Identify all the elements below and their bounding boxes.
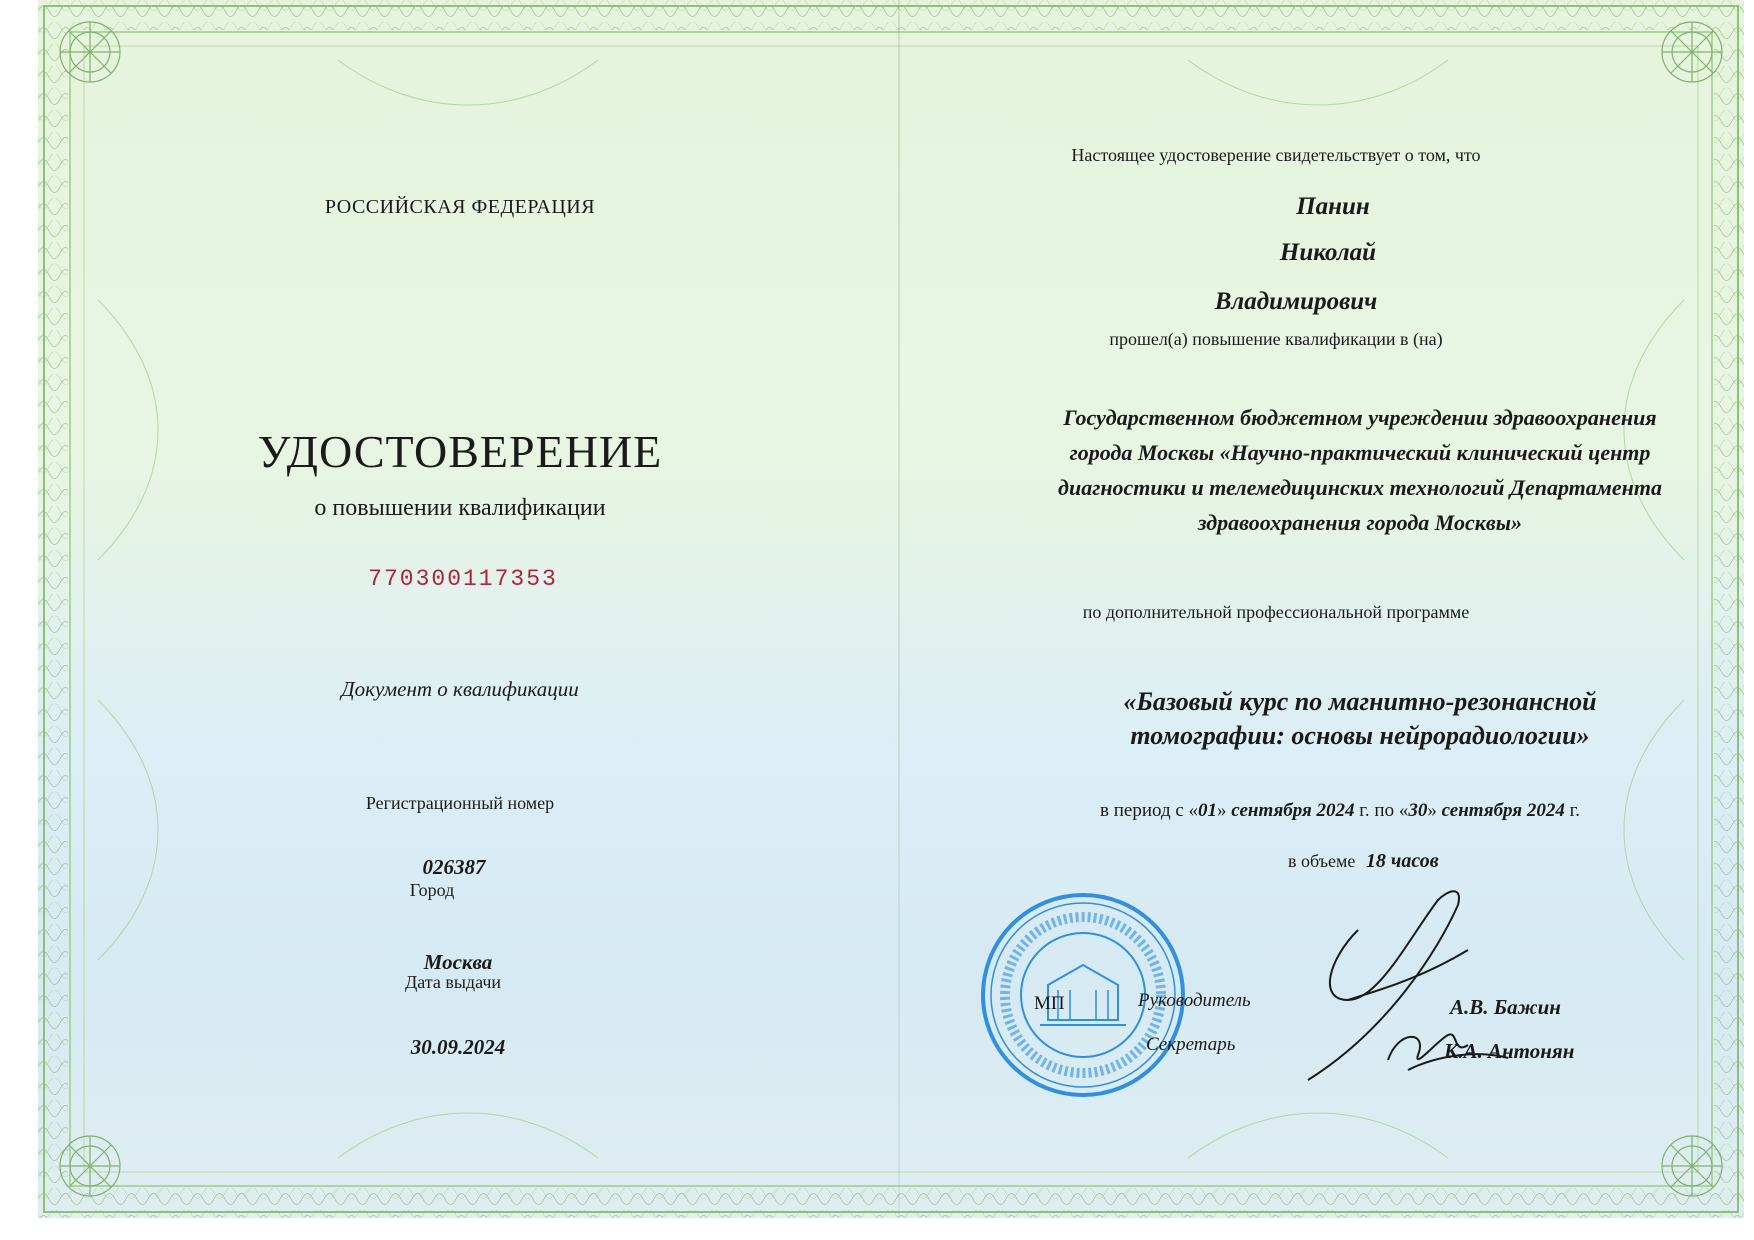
certificate-sheet [38,0,1744,1218]
registration-number: 026387 [422,855,486,879]
document-subtitle: о повышении квалификации [314,495,606,521]
holder-surname: Панин [1296,193,1370,220]
end-day: 30 [1408,800,1428,821]
secretary-label: Секретарь [1146,1034,1236,1055]
intro-text: Настоящее удостоверение свидетельствует о том, что [1071,145,1481,165]
end-month-year: сентября 2024 [1441,800,1565,821]
center-fold [898,0,900,1218]
organization-line: Государственном бюджетном учреждении здравоохранения [1063,405,1657,430]
document-title: УДОСТОВЕРЕНИЕ [257,426,663,477]
document-type: Документ о квалификации [341,677,579,701]
organization-line: города Москвы «Научно-практический клинический центр [1069,440,1651,465]
holder-patronymic: Владимирович [1214,288,1378,315]
program-line: «Базовый курс по магнитно-резонансной [1123,687,1597,716]
handwritten-signatures [1288,880,1548,1100]
city-label: Город [409,880,455,900]
date-label: Дата выдачи [404,972,502,992]
stamp-place-label: МП [1034,993,1065,1014]
secretary-name: К.А. Антонян [1444,1039,1575,1063]
head-label: Руководитель [1138,990,1251,1011]
organization-line: диагностики и телемедицинских технологий Департамента [1058,475,1662,500]
organization-line: здравоохранения города Москвы» [1197,510,1523,535]
start-day: 01 [1198,800,1218,821]
program-title [1123,685,1596,753]
organization-block [1058,400,1662,540]
holder-first-name: Николай [1279,239,1377,266]
program-label: по дополнительной профессиональной программе [1082,602,1470,622]
start-month-year: сентября 2024 [1231,800,1355,821]
passed-text: прошел(а) повышение квалификации в (на) [1109,329,1443,349]
volume-row [1288,850,1439,873]
issue-date: 30.09.2024 [410,1035,506,1059]
serial-number: 770300117353 [368,566,558,592]
program-line: томографии: основы нейрорадиологии» [1130,721,1590,750]
head-name: А.В. Бажин [1450,995,1561,1019]
registration-label: Регистрационный номер [365,793,555,813]
study-period: в период с «01» сентября 2024 г. по «30» сентября 2024 г. [1100,800,1580,821]
country-heading: РОССИЙСКАЯ ФЕДЕРАЦИЯ [324,196,596,218]
volume-value: 18 часов [1365,850,1439,872]
city-value: Москва [423,950,493,974]
volume-label: в объеме [1288,851,1356,871]
